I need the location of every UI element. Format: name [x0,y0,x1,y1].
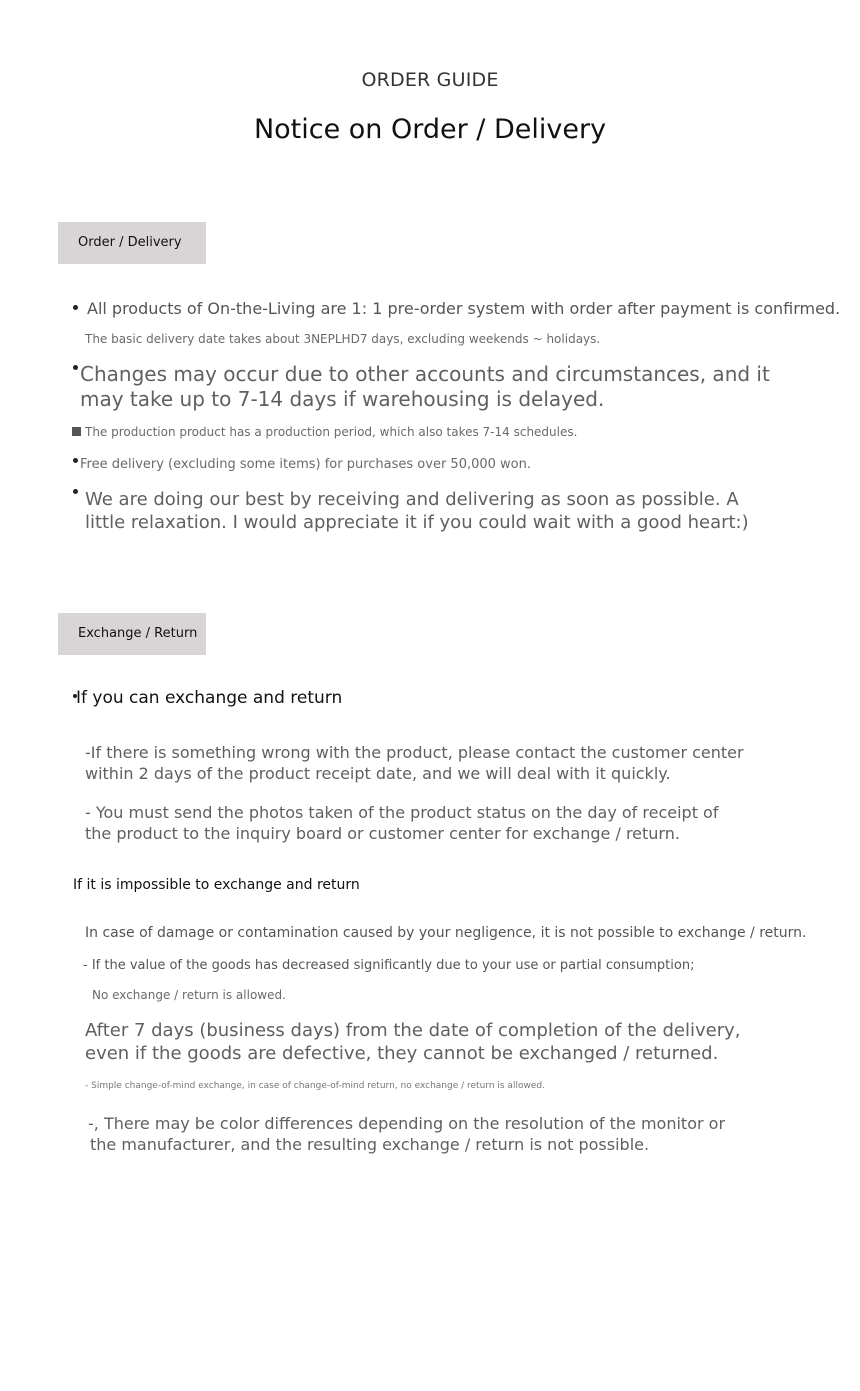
possible-item-1-line2: within 2 days of the product receipt date, and we will deal with it quickly. [85,764,671,783]
impossible-item-5-line1: -, There may be color differences depending on the resolution of the monitor or [88,1114,726,1133]
order-item-3: The production product has a production period, which also takes 7-14 schedules. [85,425,578,439]
order-item-2-line2: may take up to 7-14 days if warehousing is delayed. [80,387,605,411]
impossible-item-4: - Simple change-of-mind exchange, in case of change-of-mind return, no exchange / return is allowed. [85,1081,545,1091]
impossible-item-2-line2: No exchange / return is allowed. [92,988,286,1002]
section-label-order-delivery: Order / Delivery [58,222,206,264]
order-item-2-line1: Changes may occur due to other accounts and circumstances, and it [80,362,770,386]
section-label-exchange-return: Exchange / Return [58,613,206,655]
order-item-1-note: The basic delivery date takes about 3NEPLHD7 days, excluding weekends ~ holidays. [85,332,601,346]
possible-item-2-line2: the product to the inquiry board or customer center for exchange / return. [85,824,680,843]
order-item-5-line1: We are doing our best by receiving and delivering as soon as possible. A [85,489,739,510]
bullet-icon [73,458,78,463]
impossible-item-5-line2: the manufacturer, and the resulting exchange / return is not possible. [90,1135,650,1154]
impossible-heading: If it is impossible to exchange and return [73,877,360,893]
possible-item-2-line1: - You must send the photos taken of the product status on the day of receipt of [85,803,719,822]
page-title: Notice on Order / Delivery [253,114,607,145]
possible-item-1-line1: -If there is something wrong with the product, please contact the customer center [85,743,744,762]
order-item-4: Free delivery (excluding some items) for purchases over 50,000 won. [80,457,532,472]
impossible-item-3-line1: After 7 days (business days) from the date of completion of the delivery, [85,1020,741,1041]
order-item-5-line2: little relaxation. I would appreciate it if you could wait with a good heart:) [85,512,749,533]
impossible-item-3-line2: even if the goods are defective, they cannot be exchanged / returned. [85,1043,719,1064]
guide-label: ORDER GUIDE [361,69,499,91]
order-item-1: All products of On-the-Living are 1: 1 pre-order system with order after payment is confirmed. [87,299,841,318]
impossible-item-1: In case of damage or contamination caused by your negligence, it is not possible to exchange / return. [85,925,807,941]
bullet-icon [73,365,78,370]
bullet-icon [73,489,78,494]
possible-heading: If you can exchange and return [76,688,343,708]
impossible-item-2-line1: - If the value of the goods has decreased significantly due to your use or partial consumption; [83,958,695,973]
bullet-icon [73,305,78,310]
square-bullet-icon [72,427,81,436]
